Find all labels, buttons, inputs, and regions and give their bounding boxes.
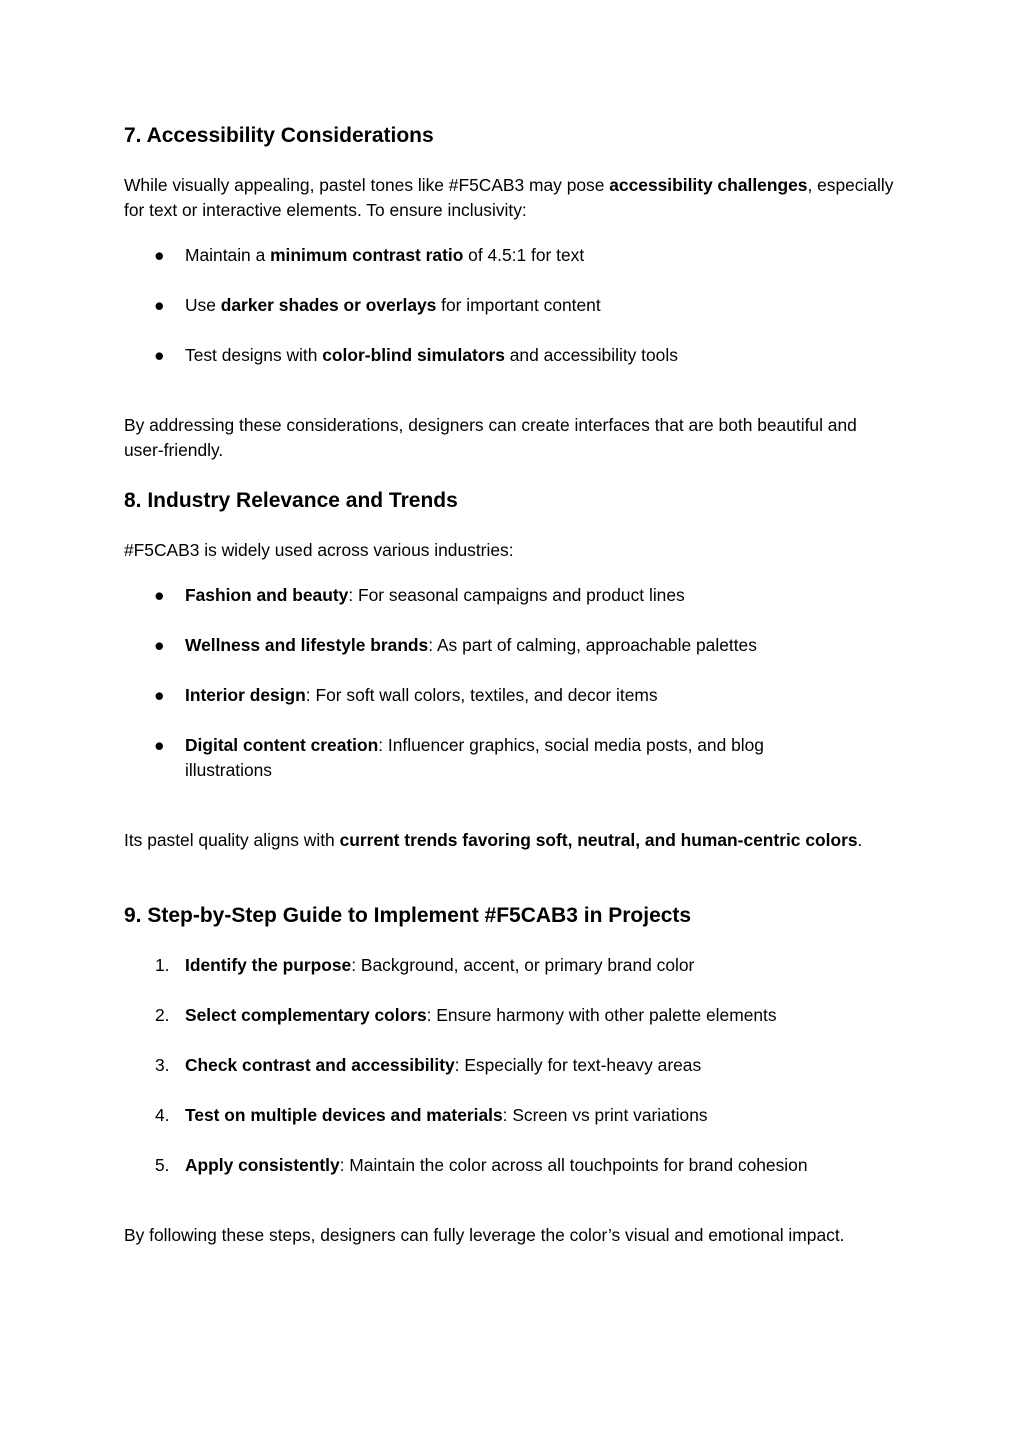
list-number: 4.	[155, 1105, 170, 1125]
bullet-icon: ●	[154, 685, 165, 705]
text-run: Test designs with	[185, 345, 323, 365]
bold-text: current trends favoring soft, neutral, and human-centric colors	[339, 830, 858, 850]
text-run: Maintain a	[185, 245, 271, 265]
text-run: : Influencer graphics, social media posts, and blog illustrations	[185, 735, 764, 780]
bold-text: Fashion and beauty	[185, 585, 349, 605]
bullet-icon: ●	[154, 295, 165, 315]
bullet-icon: ●	[154, 345, 165, 365]
bullet-list-item	[124, 243, 894, 268]
text-run: and accessibility tools	[504, 345, 678, 365]
bold-text: Test on multiple devices and materials	[185, 1105, 503, 1125]
bullet-list-item	[124, 683, 894, 708]
bullet-list-item	[124, 733, 894, 783]
bold-text: Digital content creation	[185, 735, 379, 755]
bullet-icon: ●	[154, 585, 165, 605]
bold-text: minimum contrast ratio	[270, 245, 464, 265]
numbered-list-item	[124, 1003, 894, 1028]
text-run: of 4.5:1 for text	[463, 245, 585, 265]
list-number: 3.	[155, 1055, 170, 1075]
list-number: 2.	[155, 1005, 170, 1025]
text-run: .	[857, 830, 863, 850]
bold-text: Interior design	[185, 685, 306, 705]
text-run: : For seasonal campaigns and product lines	[348, 585, 685, 605]
section-heading-step-guide: 9. Step-by-Step Guide to Implement #F5CAB3 in Projects	[124, 904, 692, 927]
text-run: for important content	[436, 295, 601, 315]
text-run: : Ensure harmony with other palette elements	[426, 1005, 777, 1025]
text-run: : Background, accent, or primary brand color	[351, 955, 695, 975]
bullet-list-item	[124, 583, 894, 608]
section-heading-industry: 8. Industry Relevance and Trends	[124, 489, 458, 512]
section-intro-paragraph	[124, 173, 894, 223]
text-run: : Especially for text-heavy areas	[454, 1055, 702, 1075]
section-intro-paragraph: #F5CAB3 is widely used across various industries:	[124, 540, 514, 560]
bold-text: Check contrast and accessibility	[185, 1055, 455, 1075]
section-outro-paragraph	[124, 828, 894, 853]
bullet-list-item	[124, 343, 894, 368]
bold-text: darker shades or overlays	[220, 295, 437, 315]
text-run: While visually appealing, pastel tones like #F5CAB3 may pose	[124, 175, 610, 195]
bullet-icon: ●	[154, 635, 165, 655]
bold-text: Identify the purpose	[185, 955, 352, 975]
numbered-list-item	[124, 953, 894, 978]
text-run: , especially for text or interactive elements. To ensure inclusivity:	[124, 175, 894, 220]
bullet-icon: ●	[154, 735, 165, 755]
section-outro-paragraph: By addressing these considerations, designers can create interfaces that are both beautiful and user-friendly.	[124, 415, 857, 460]
numbered-list-item	[124, 1153, 894, 1178]
bold-text: accessibility challenges	[609, 175, 808, 195]
bullet-list-item	[124, 293, 894, 318]
numbered-list-item	[124, 1103, 894, 1128]
bold-text: color-blind simulators	[322, 345, 505, 365]
text-run: Use	[185, 295, 221, 315]
numbered-list-item	[124, 1053, 894, 1078]
list-number: 1.	[155, 955, 170, 975]
bold-text: Select complementary colors	[185, 1005, 427, 1025]
bold-text: Apply consistently	[185, 1155, 340, 1175]
bullet-icon: ●	[154, 245, 165, 265]
text-run: : Maintain the color across all touchpoints for brand cohesion	[339, 1155, 808, 1175]
section-heading-accessibility: 7. Accessibility Considerations	[124, 124, 434, 147]
text-run: : As part of calming, approachable palettes	[428, 635, 757, 655]
text-run: Its pastel quality aligns with	[124, 830, 340, 850]
text-run: : Screen vs print variations	[502, 1105, 708, 1125]
list-number: 5.	[155, 1155, 170, 1175]
text-run: : For soft wall colors, textiles, and decor items	[305, 685, 658, 705]
section-outro-paragraph: By following these steps, designers can fully leverage the color’s visual and emotional impact.	[124, 1225, 845, 1245]
bullet-list-item	[124, 633, 894, 658]
bold-text: Wellness and lifestyle brands	[185, 635, 429, 655]
